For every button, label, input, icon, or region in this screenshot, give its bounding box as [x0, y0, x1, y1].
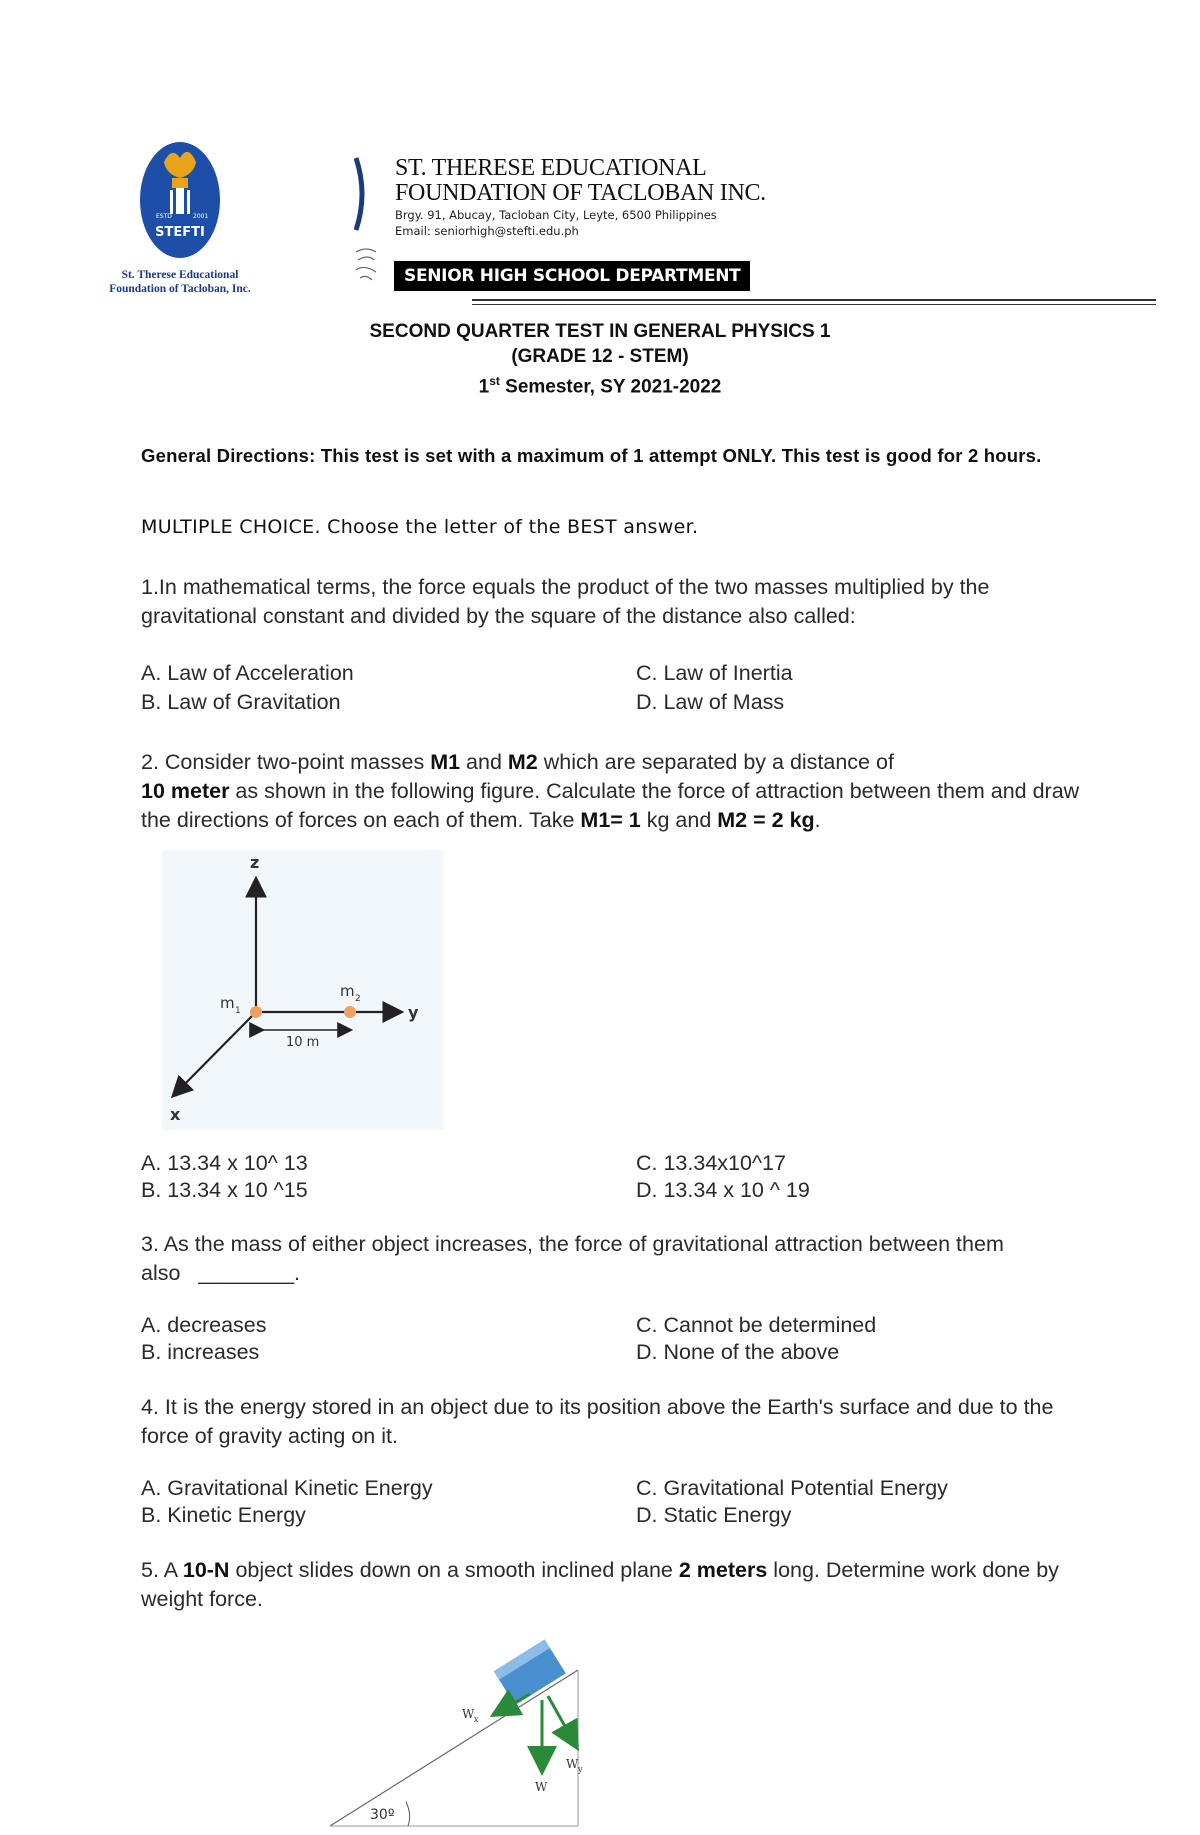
header-rule-thick [472, 299, 1156, 301]
wx-sub: x [474, 1715, 479, 1724]
question-4: 4. It is the energy stored in an object due to its position above the Earth's surface and due to the force of gravity acting on it. [141, 1395, 1054, 1448]
q5-incline-figure [320, 1630, 600, 1830]
school-logo [80, 140, 280, 300]
q4-option-d: D. Static Energy [636, 1503, 792, 1527]
q5-length: 2 meters [678, 1558, 768, 1582]
q5-weight: 10-N [182, 1558, 230, 1582]
x-label: x [170, 1105, 181, 1124]
y-label: y [408, 1003, 419, 1022]
school-address [395, 207, 717, 239]
question-1: 1.In mathematical terms, the force equals the product of the two masses multiplied by the gravitational constant and divided by the square of the distance also called: [141, 575, 990, 628]
q2-distance: 10 meter [141, 779, 230, 803]
distance-label: 10 m [286, 1035, 320, 1050]
seal-est: ESTD [156, 213, 172, 220]
q2-figure [162, 850, 444, 1130]
q3-text: 3. As the mass of either object increases, the force of gravitational attraction between them also [141, 1232, 1004, 1285]
logo-caption-line1: St. Therese Educational [121, 269, 239, 281]
school-name-line1: ST. THERESE EDUCATIONAL [395, 155, 707, 181]
q3-option-d: D. None of the above [636, 1340, 840, 1364]
test-semester [0, 369, 1200, 399]
q3-option-c: C. Cannot be determined [636, 1313, 877, 1337]
school-name [395, 156, 766, 206]
weight-y-arrow [548, 1696, 576, 1746]
signature-mark-icon [352, 244, 382, 284]
email-line: Email: seniorhigh@stefti.edu.ph [395, 224, 579, 238]
q3-blank: ________. [198, 1261, 301, 1285]
department-label: SENIOR HIGH SCHOOL DEPARTMENT [394, 261, 750, 291]
q1-option-c: C. Law of Inertia [636, 661, 793, 685]
m2-label: m [340, 982, 355, 1000]
q2-option-d: D. 13.34 x 10 ^ 19 [636, 1178, 810, 1202]
wy-sub: y [578, 1765, 583, 1774]
q5-text-3: long. Determine work done by weight force. [141, 1558, 1059, 1611]
q1-option-b: B. Law of Gravitation [141, 690, 341, 714]
address-line: Brgy. 91, Abucay, Tacloban City, Leyte, 6500 Philippines [395, 208, 717, 222]
angle-arc [406, 1802, 410, 1826]
q4-option-b: B. Kinetic Energy [141, 1503, 306, 1527]
q1-option-a: A. Law of Acceleration [141, 661, 354, 685]
q5-text-1: 5. A [141, 1558, 183, 1582]
q1-option-d: D. Law of Mass [636, 690, 785, 714]
header-bracket-icon [354, 156, 370, 232]
m1-sub: 1 [235, 1006, 241, 1016]
question-2 [141, 748, 1081, 835]
q5-text-2: object slides down on a smooth inclined plane [229, 1558, 679, 1582]
question-3 [141, 1230, 1081, 1288]
school-name-line2: FOUNDATION OF TACLOBAN INC. [395, 180, 766, 206]
wy-label: W [566, 1757, 579, 1771]
seal-year: 2001 [193, 213, 209, 220]
m1-label: m [220, 994, 235, 1012]
q2-text-2: and [460, 750, 508, 774]
semester-suffix: st [489, 374, 500, 388]
angle-label: 30º [370, 1807, 395, 1823]
q2-m2: M2 [507, 750, 538, 774]
q4-option-a: A. Gravitational Kinetic Energy [141, 1476, 433, 1500]
seal-text: STEFTI [155, 225, 205, 240]
q2-text-3: which are separated by a distance of [537, 750, 894, 774]
semester-rest: Semester, SY 2021-2022 [499, 376, 722, 398]
q4-option-c: C. Gravitational Potential Energy [636, 1476, 948, 1500]
logo-caption-line2: Foundation of Tacloban, Inc. [109, 283, 251, 295]
school-seal-icon [80, 140, 280, 265]
q2-text-4: as shown in the following figure. Calculate the force of attraction between them and draw the directions of forces on each of them. Take [141, 779, 1080, 832]
q3-option-a: A. decreases [141, 1313, 267, 1337]
q2-option-c: C. 13.34x10^17 [636, 1151, 786, 1175]
z-label: z [250, 853, 260, 872]
m2-sub: 2 [355, 994, 361, 1004]
w-label: W [535, 1780, 548, 1794]
q2-m1-value: M1= 1 [580, 808, 641, 832]
test-title: SECOND QUARTER TEST IN GENERAL PHYSICS 1 [369, 321, 831, 342]
wx-label: W [462, 1707, 475, 1721]
q2-text-1: 2. Consider two-point masses [141, 750, 431, 774]
q2-option-a: A. 13.34 x 10^ 13 [141, 1151, 308, 1175]
general-directions: General Directions: This test is set with a maximum of 1 attempt ONLY. This test is good for 2 hours. [141, 445, 1042, 466]
q2-m2-value: M2 = 2 kg [717, 808, 815, 832]
q2-m1: M1 [430, 750, 461, 774]
q3-option-b: B. increases [141, 1340, 260, 1364]
mass-m2 [344, 1006, 356, 1018]
q2-option-b: B. 13.34 x 10 ^15 [141, 1178, 308, 1202]
header-rule-thin [472, 304, 1156, 305]
mass-m1 [250, 1006, 262, 1018]
question-5 [141, 1556, 1081, 1614]
section-heading: MULTIPLE CHOICE. Choose the letter of the BEST answer. [141, 516, 699, 538]
test-grade: (GRADE 12 - STEM) [511, 346, 689, 367]
logo-caption [80, 268, 280, 296]
semester-number: 1 [478, 376, 490, 398]
q2-text-5: kg and [640, 808, 718, 832]
q2-text-6: . [814, 808, 821, 832]
